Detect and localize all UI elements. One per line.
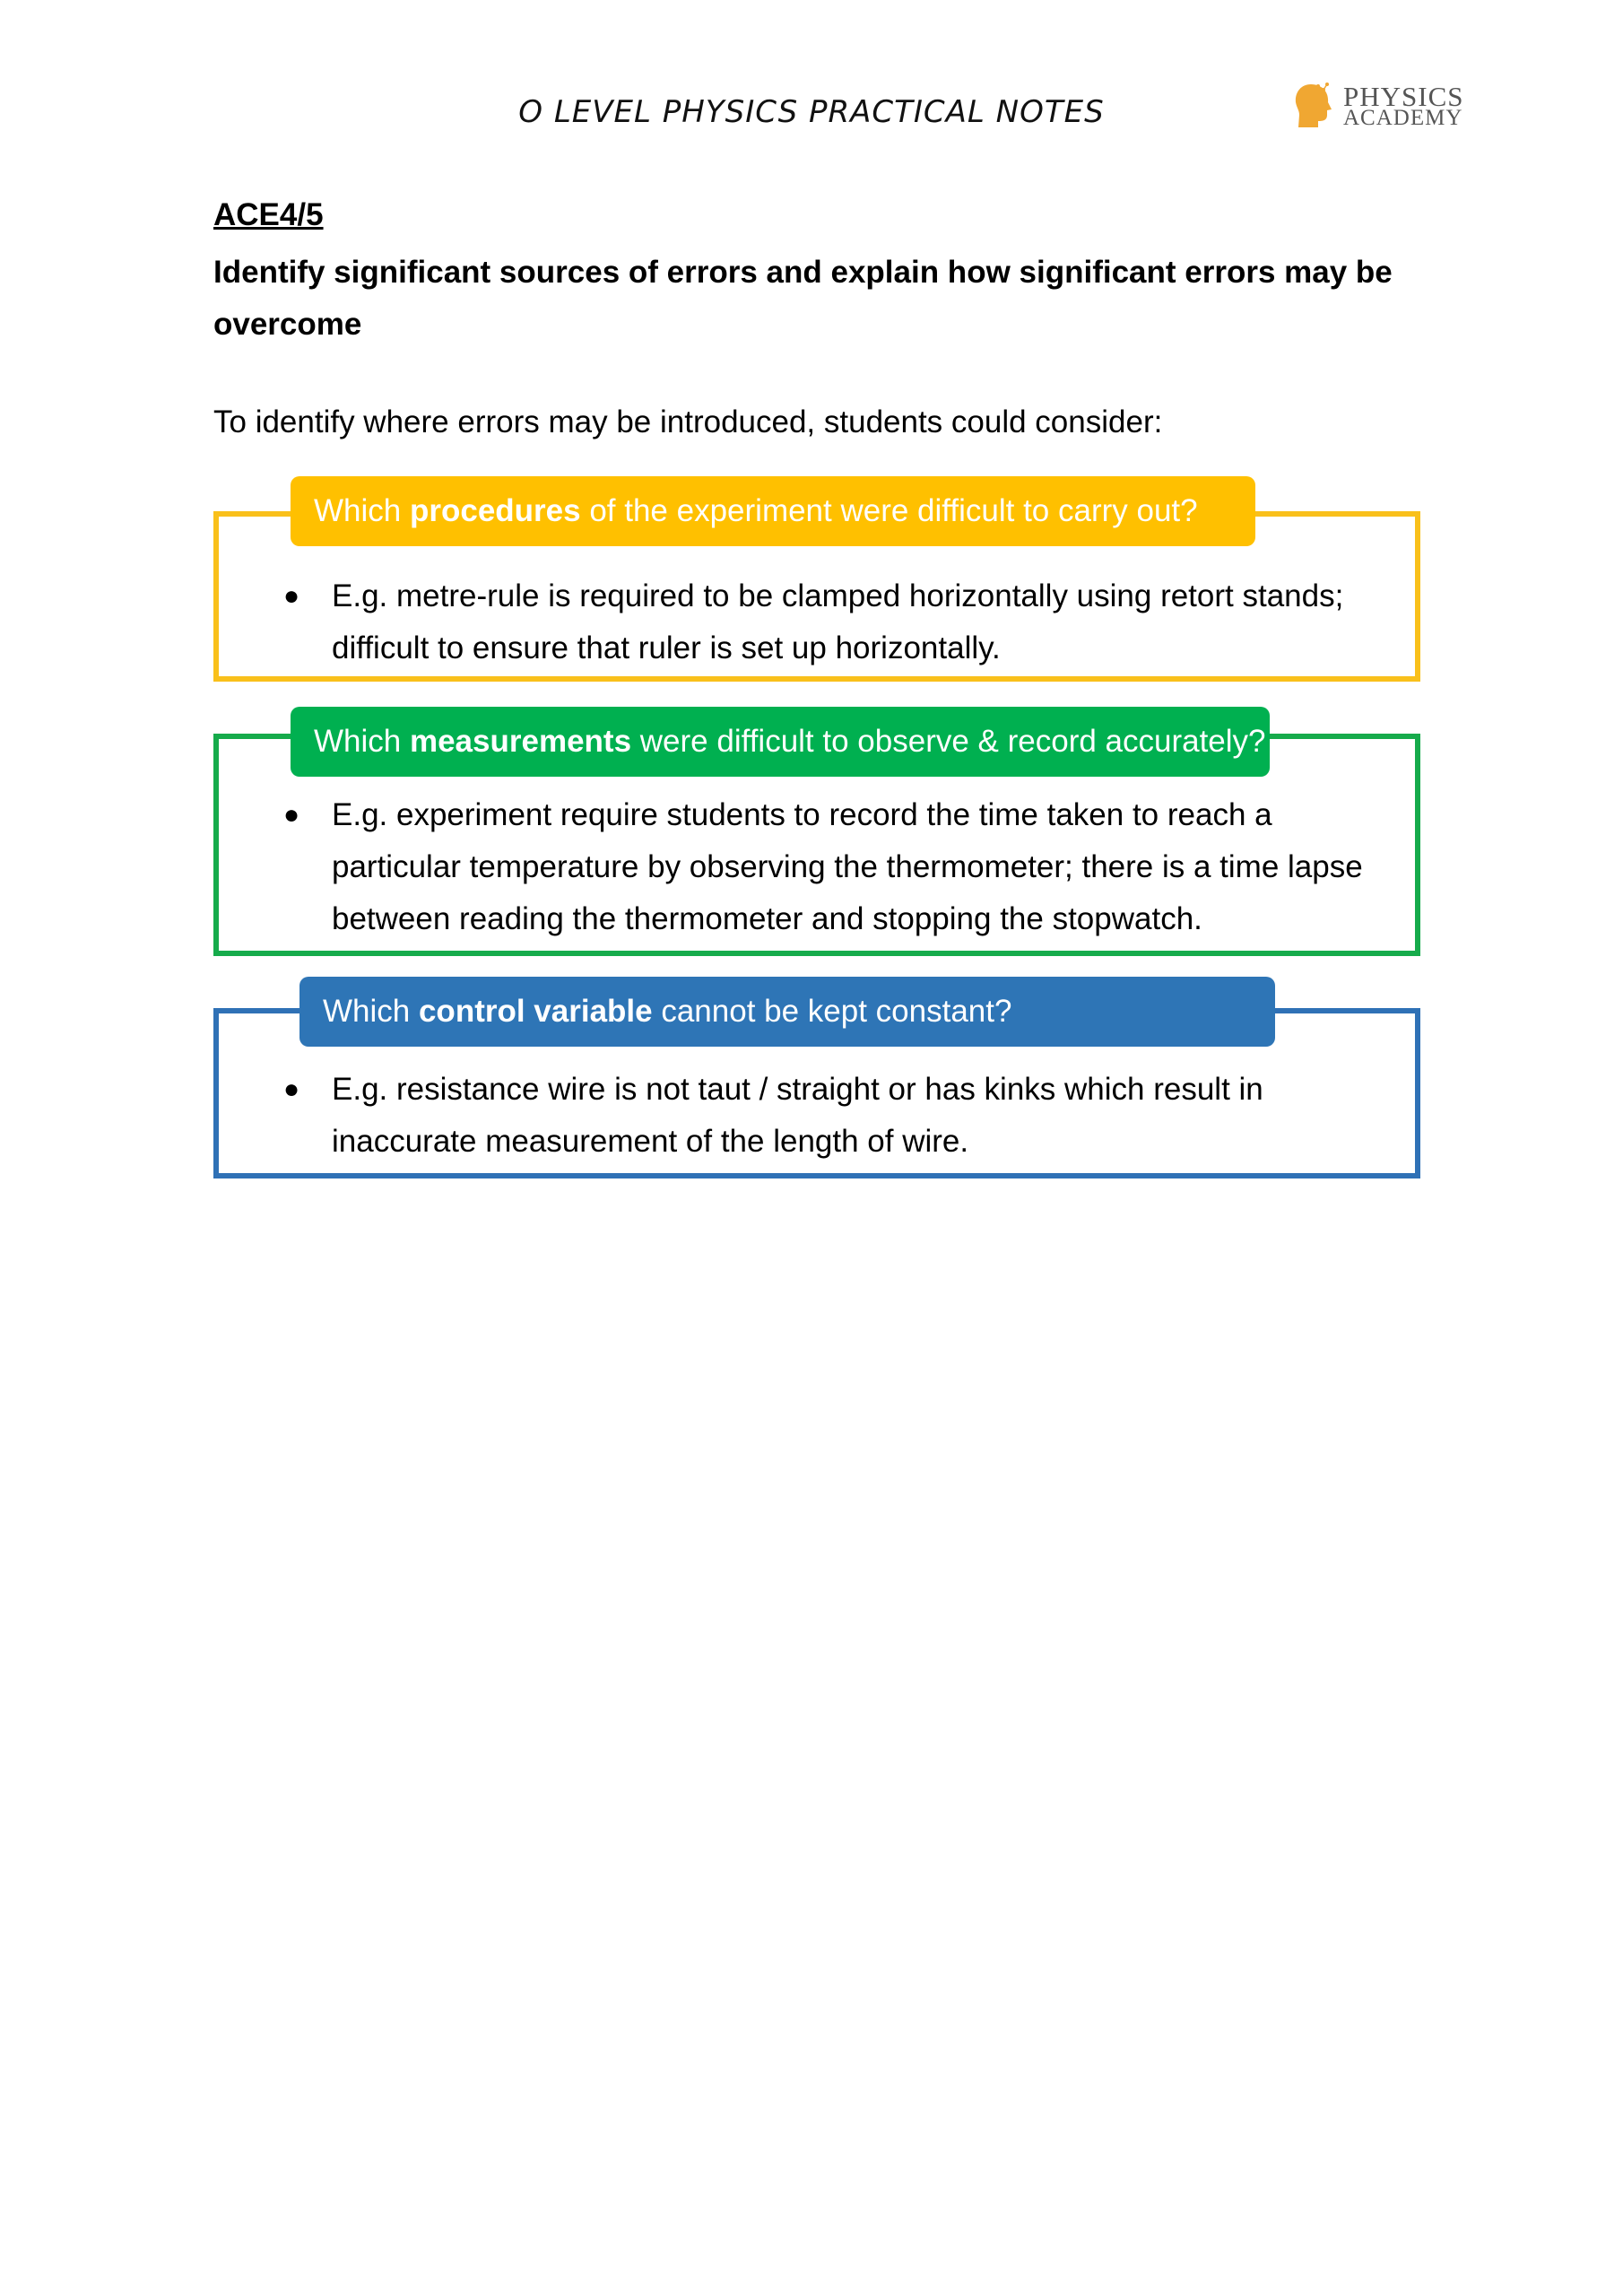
bullet-dot-icon: ●	[283, 1074, 300, 1104]
bullet-dot-icon: ●	[283, 581, 300, 611]
page-header-title: O LEVEL PHYSICS PRACTICAL NOTES	[518, 94, 1105, 130]
bullet-dot-icon: ●	[283, 800, 300, 830]
bullet-text: E.g. resistance wire is not taut / straight or has kinks which result in inaccurate measurement of the length of wire.	[332, 1072, 1263, 1159]
question-prefix: Which	[323, 994, 419, 1029]
question-keyword: measurements	[409, 724, 632, 759]
question-prefix: Which	[314, 493, 410, 528]
procedures-question-tab	[291, 476, 1255, 546]
bullet-text: E.g. metre-rule is required to be clamped horizontally using retort stands; difficult to ensure that ruler is set up horizontally.	[332, 578, 1344, 665]
bullet-text: E.g. experiment require students to record the time taken to reach a particular temperature by observing the thermometer; there is a time lapse between reading the thermometer and stopping the stopwatch.	[332, 797, 1363, 936]
question-keyword: procedures	[409, 493, 581, 528]
question-suffix: of the experiment were difficult to carry out?	[580, 493, 1198, 528]
measurements-question-tab	[291, 707, 1270, 777]
logo-text-physics: PHYSICS	[1343, 81, 1464, 112]
question-keyword: control variable	[418, 994, 653, 1029]
physics-academy-logo	[1291, 79, 1471, 142]
question-suffix: were difficult to observe & record accurately?	[631, 724, 1266, 759]
question-prefix: Which	[314, 724, 410, 759]
intro-text: To identify where errors may be introduced, students could consider:	[213, 404, 1163, 439]
logo-text-academy: ACADEMY	[1343, 106, 1463, 130]
control-variable-question-tab	[299, 977, 1275, 1047]
section-code: ACE4/5	[213, 197, 324, 232]
question-suffix: cannot be kept constant?	[652, 994, 1012, 1029]
section-heading: Identify significant sources of errors and explain how significant errors may be overcome	[213, 255, 1393, 342]
head-silhouette-icon	[1291, 81, 1338, 133]
